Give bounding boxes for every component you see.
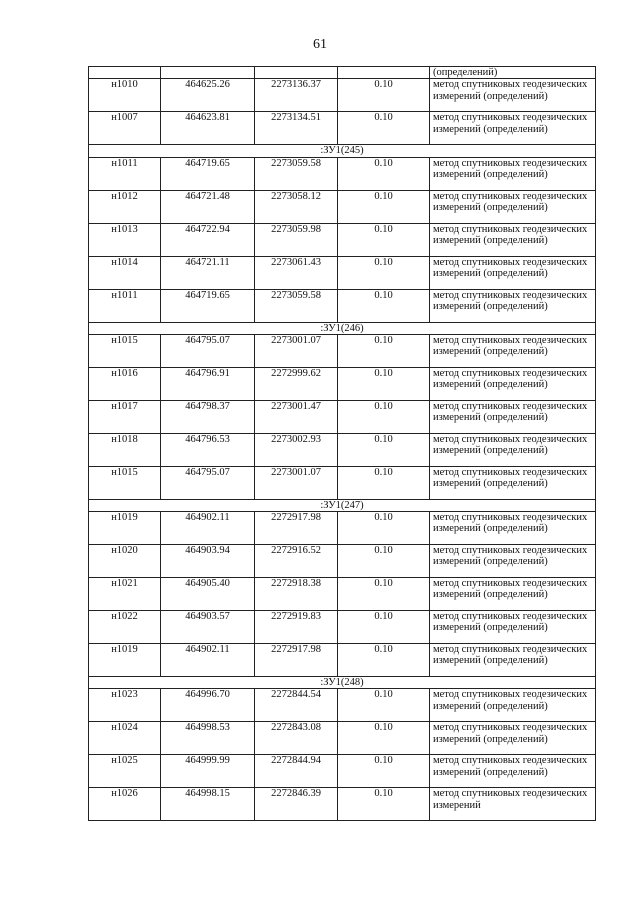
cell-y: 2272917.98 [255, 512, 338, 545]
cell-y: 2273058.12 [255, 190, 338, 223]
cell-x: 464902.11 [161, 512, 255, 545]
cell-x: 464998.53 [161, 722, 255, 755]
group-title: :ЗУ1(246) [89, 322, 596, 334]
cell-point: н1019 [89, 512, 161, 545]
cell-method: метод спутниковых геодезических измерений (определений) [430, 112, 596, 145]
cell-x: 464795.07 [161, 334, 255, 367]
cell-y: 2273001.47 [255, 400, 338, 433]
table-row [89, 689, 596, 722]
cell-x: 464996.70 [161, 689, 255, 722]
cell-accuracy: 0.10 [338, 112, 430, 145]
cell-y: 2272999.62 [255, 367, 338, 400]
cell-accuracy: 0.10 [338, 722, 430, 755]
cell-method: метод спутниковых геодезических измерений (определений) [430, 157, 596, 190]
cell-point: н1011 [89, 157, 161, 190]
coordinates-table-body [89, 67, 596, 821]
table-row [89, 223, 596, 256]
cell-y: 2273136.37 [255, 79, 338, 112]
cell-method: метод спутниковых геодезических измерений (определений) [430, 367, 596, 400]
cell-method: метод спутниковых геодезических измерений (определений) [430, 400, 596, 433]
table-row [89, 112, 596, 145]
cell-point: н1019 [89, 644, 161, 677]
cell-x: 464719.65 [161, 289, 255, 322]
cell-accuracy: 0.10 [338, 289, 430, 322]
cell-method: метод спутниковых геодезических измерений (определений) [430, 79, 596, 112]
cell-method: метод спутниковых геодезических измерений (определений) [430, 334, 596, 367]
cell-y: 2273002.93 [255, 433, 338, 466]
cell-x: 464796.53 [161, 433, 255, 466]
cell-method: метод спутниковых геодезических измерений (определений) [430, 190, 596, 223]
cell-y: 2272919.83 [255, 611, 338, 644]
cell-y: 2273061.43 [255, 256, 338, 289]
continuation-row [89, 67, 596, 79]
cell-accuracy: 0.10 [338, 190, 430, 223]
cell-point: н1022 [89, 611, 161, 644]
cell-point: н1014 [89, 256, 161, 289]
table-row [89, 512, 596, 545]
cell-x: 464798.37 [161, 400, 255, 433]
cell-point: н1010 [89, 79, 161, 112]
cell-method: метод спутниковых геодезических измерений (определений) [430, 578, 596, 611]
cell-point: н1012 [89, 190, 161, 223]
cell-y: 2272917.98 [255, 644, 338, 677]
cell-y: 2272846.39 [255, 788, 338, 821]
cell-x: 464999.99 [161, 755, 255, 788]
table-row [89, 466, 596, 499]
table-row [89, 611, 596, 644]
cell-accuracy: 0.10 [338, 466, 430, 499]
cell-accuracy: 0.10 [338, 334, 430, 367]
cell-point: н1020 [89, 545, 161, 578]
cell-y: 2273134.51 [255, 112, 338, 145]
table-row [89, 367, 596, 400]
table-row [89, 788, 596, 821]
cell-point: н1026 [89, 788, 161, 821]
cell-accuracy: 0.10 [338, 755, 430, 788]
cell-point: н1011 [89, 289, 161, 322]
table-row [89, 644, 596, 677]
cell-point: н1017 [89, 400, 161, 433]
group-header-row [89, 322, 596, 334]
cell-accuracy: 0.10 [338, 578, 430, 611]
table-row [89, 190, 596, 223]
cell-x [161, 67, 255, 79]
cell-x: 464903.57 [161, 611, 255, 644]
cell-x: 464795.07 [161, 466, 255, 499]
cell-y [255, 67, 338, 79]
group-header-row [89, 145, 596, 157]
coordinates-table [88, 66, 596, 821]
cell-method: метод спутниковых геодезических измерений (определений) [430, 755, 596, 788]
cell-accuracy: 0.10 [338, 367, 430, 400]
cell-x: 464905.40 [161, 578, 255, 611]
cell-point: н1024 [89, 722, 161, 755]
cell-point [89, 67, 161, 79]
cell-method: метод спутниковых геодезических измерений [430, 788, 596, 821]
group-title: :ЗУ1(247) [89, 499, 596, 511]
cell-accuracy: 0.10 [338, 788, 430, 821]
table-row [89, 334, 596, 367]
group-header-row [89, 499, 596, 511]
cell-accuracy: 0.10 [338, 512, 430, 545]
table-row [89, 578, 596, 611]
table-row [89, 433, 596, 466]
cell-x: 464903.94 [161, 545, 255, 578]
group-title: :ЗУ1(245) [89, 145, 596, 157]
cell-method: метод спутниковых геодезических измерений (определений) [430, 223, 596, 256]
cell-point: н1023 [89, 689, 161, 722]
table-row [89, 157, 596, 190]
cell-x: 464719.65 [161, 157, 255, 190]
cell-method: метод спутниковых геодезических измерений (определений) [430, 644, 596, 677]
group-header-row [89, 677, 596, 689]
cell-x: 464625.26 [161, 79, 255, 112]
cell-point: н1007 [89, 112, 161, 145]
cell-x: 464998.15 [161, 788, 255, 821]
cell-accuracy: 0.10 [338, 433, 430, 466]
cell-accuracy: 0.10 [338, 400, 430, 433]
table-row [89, 289, 596, 322]
cell-accuracy [338, 67, 430, 79]
page-number: 61 [313, 37, 327, 52]
cell-method: метод спутниковых геодезических измерений (определений) [430, 512, 596, 545]
cell-accuracy: 0.10 [338, 545, 430, 578]
cell-point: н1015 [89, 334, 161, 367]
cell-x: 464902.11 [161, 644, 255, 677]
cell-x: 464721.11 [161, 256, 255, 289]
cell-accuracy: 0.10 [338, 256, 430, 289]
cell-x: 464722.94 [161, 223, 255, 256]
cell-x: 464796.91 [161, 367, 255, 400]
cell-y: 2273059.58 [255, 157, 338, 190]
table-row [89, 79, 596, 112]
table-row [89, 722, 596, 755]
cell-accuracy: 0.10 [338, 689, 430, 722]
cell-y: 2273001.07 [255, 334, 338, 367]
cell-point: н1025 [89, 755, 161, 788]
cell-y: 2273001.07 [255, 466, 338, 499]
cell-point: н1015 [89, 466, 161, 499]
cell-accuracy: 0.10 [338, 223, 430, 256]
cell-accuracy: 0.10 [338, 611, 430, 644]
cell-y: 2272843.08 [255, 722, 338, 755]
group-title: :ЗУ1(248) [89, 677, 596, 689]
cell-y: 2273059.98 [255, 223, 338, 256]
cell-point: н1021 [89, 578, 161, 611]
cell-method: (определений) [430, 67, 596, 79]
table-row [89, 256, 596, 289]
cell-method: метод спутниковых геодезических измерений (определений) [430, 433, 596, 466]
cell-y: 2272844.94 [255, 755, 338, 788]
cell-y: 2272844.54 [255, 689, 338, 722]
cell-y: 2272916.52 [255, 545, 338, 578]
cell-accuracy: 0.10 [338, 644, 430, 677]
cell-method: метод спутниковых геодезических измерений (определений) [430, 466, 596, 499]
cell-y: 2272918.38 [255, 578, 338, 611]
cell-accuracy: 0.10 [338, 157, 430, 190]
table-row [89, 545, 596, 578]
table-row [89, 400, 596, 433]
cell-point: н1016 [89, 367, 161, 400]
cell-y: 2273059.58 [255, 289, 338, 322]
table-row [89, 755, 596, 788]
cell-x: 464721.48 [161, 190, 255, 223]
cell-point: н1013 [89, 223, 161, 256]
cell-method: метод спутниковых геодезических измерений (определений) [430, 545, 596, 578]
cell-method: метод спутниковых геодезических измерений (определений) [430, 689, 596, 722]
cell-point: н1018 [89, 433, 161, 466]
cell-method: метод спутниковых геодезических измерений (определений) [430, 722, 596, 755]
cell-accuracy: 0.10 [338, 79, 430, 112]
cell-x: 464623.81 [161, 112, 255, 145]
cell-method: метод спутниковых геодезических измерений (определений) [430, 256, 596, 289]
cell-method: метод спутниковых геодезических измерений (определений) [430, 611, 596, 644]
cell-method: метод спутниковых геодезических измерений (определений) [430, 289, 596, 322]
